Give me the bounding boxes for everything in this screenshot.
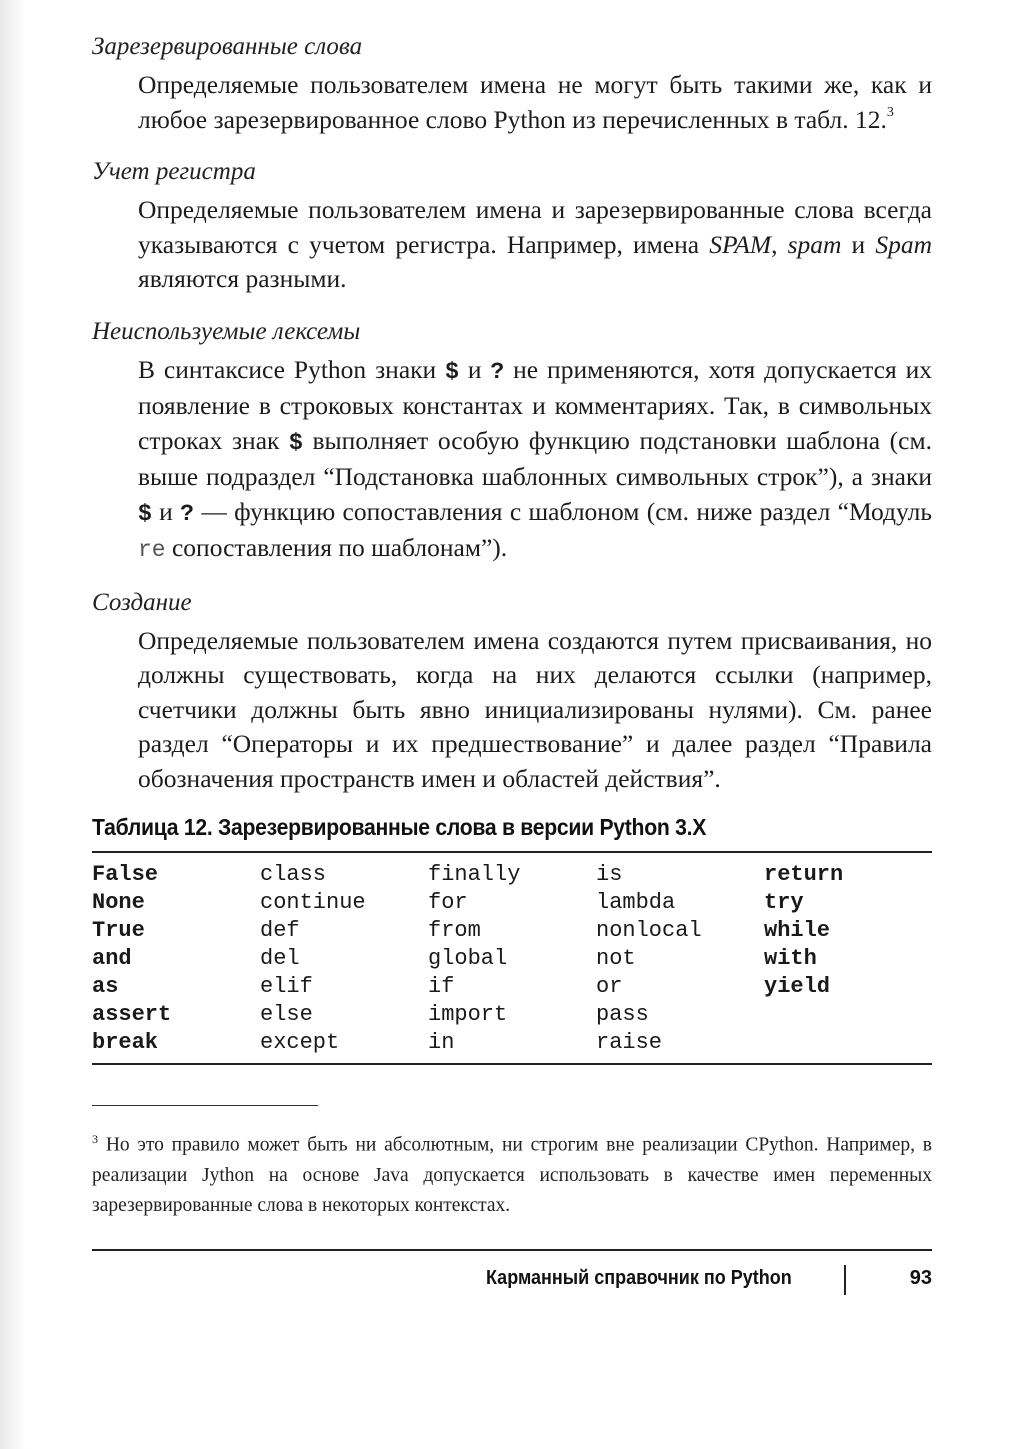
keyword-cell: None <box>92 890 145 915</box>
keyword-cell: True <box>92 918 145 943</box>
table-row <box>92 945 932 973</box>
example-name: spam <box>787 229 842 259</box>
keyword-cell: import <box>428 1002 508 1027</box>
keyword-cell: elif <box>260 974 313 999</box>
desc-reserved-words <box>138 68 932 137</box>
keyword-cell: with <box>764 946 817 971</box>
text-fragment: , <box>771 229 788 259</box>
keyword-cell: if <box>428 974 455 999</box>
text-fragment: — функцию сопоставления с шаблоном (см. ниже раздел “Модуль <box>193 496 932 526</box>
keyword-cell <box>764 1029 932 1064</box>
keyword-cell: global <box>428 946 508 971</box>
footnote-text: Но это правило может быть ни абсолютным, ни строгим вне реализации CPython. Например, в реализации Jython на основе Java допускается использовать в качестве имен переменных зарезервированные слова в некоторых контекстах. <box>92 1134 933 1216</box>
keyword-cell: pass <box>596 1002 649 1027</box>
example-name: Spam <box>875 229 933 259</box>
code-token: $ <box>445 358 459 385</box>
text-fragment: не применяются, хотя допускается их появление в строковых константах и комментариях. Так, в символьных строках знак <box>138 354 932 455</box>
keyword-cell: False <box>92 862 159 887</box>
desc-case-sensitivity <box>138 193 932 297</box>
keyword-cell: while <box>764 918 831 943</box>
keyword-cell <box>764 1001 932 1029</box>
text-fragment: и <box>151 496 181 526</box>
keyword-cell: for <box>428 890 468 915</box>
code-token: re <box>138 537 166 563</box>
keyword-cell: else <box>260 1002 313 1027</box>
example-name: SPAM <box>709 229 772 259</box>
keyword-cell: raise <box>596 1030 663 1055</box>
desc-creation: Определяемые пользователем имена создаются путем присваивания, но должны существовать, когда на них делаются ссылки (например, счетчики должны быть явно инициализированы нулями). См. ранее раздел “Операторы и их предшествование” и далее раздел “Правила обозначения пространств имен и областей действия”. <box>138 625 932 793</box>
keyword-cell: return <box>764 862 844 887</box>
table-row <box>92 889 932 917</box>
text-fragment: и <box>458 354 491 384</box>
keyword-cell: and <box>92 946 132 971</box>
footnote <box>92 1124 932 1221</box>
text-fragment: В синтаксисе Python знаки <box>138 354 446 384</box>
term-creation: Создание <box>92 588 192 616</box>
table-row <box>92 1029 932 1064</box>
keyword-cell: not <box>596 946 636 971</box>
keyword-cell: is <box>596 862 623 887</box>
table-row <box>92 1001 932 1029</box>
code-token: $ <box>138 500 152 527</box>
term-unused-tokens: Неиспользуемые лексемы <box>92 317 361 345</box>
text-fragment: являются разными. <box>138 264 347 293</box>
desc-reserved-words-text: Определяемые пользователем имена не могут быть такими же, как и любое зарезервированное слово Python из перечисленных в табл. 12. <box>138 70 932 134</box>
term-reserved-words: Зарезервированные слова <box>92 33 363 60</box>
text-fragment: сопоставления по шаблонам”). <box>165 533 508 562</box>
page-edge-shading <box>0 0 26 1449</box>
text-fragment: и <box>841 229 876 259</box>
book-page <box>92 30 932 1295</box>
footnote-mark: 3 <box>92 1132 98 1146</box>
keyword-cell: break <box>92 1030 159 1055</box>
footer-separator <box>844 1265 846 1295</box>
term-case-sensitivity: Учет регистра <box>92 158 256 185</box>
keyword-cell: assert <box>92 1002 172 1027</box>
keyword-cell: from <box>428 918 481 943</box>
keyword-cell: nonlocal <box>596 918 702 943</box>
keyword-cell: yield <box>764 974 831 999</box>
code-token: ? <box>180 500 194 527</box>
keyword-cell: as <box>92 974 119 999</box>
keyword-cell: finally <box>428 862 521 887</box>
text-fragment: Определяемые пользователем имена и зарезервированные слова всегда указываются с учетом регистра. Например, имена <box>138 195 932 259</box>
keyword-cell: def <box>260 918 300 943</box>
code-token: ? <box>490 358 505 385</box>
keyword-cell: lambda <box>596 890 676 915</box>
code-token: $ <box>289 429 303 456</box>
table-title: Таблица 12. Зарезервированные слова в версии Python 3.X <box>92 814 707 840</box>
keyword-cell: class <box>260 862 327 887</box>
keyword-cell: try <box>764 890 804 915</box>
footnote-ref[interactable]: 3 <box>886 105 894 120</box>
keyword-cell: del <box>260 946 300 971</box>
page-number: 93 <box>909 1266 932 1289</box>
footnote-divider <box>92 1105 318 1106</box>
table-row <box>92 973 932 1001</box>
keyword-cell: except <box>260 1030 340 1055</box>
keyword-cell: or <box>596 974 623 999</box>
book-title: Карманный справочник по Python <box>486 1266 792 1289</box>
reserved-words-table <box>92 851 932 1065</box>
desc-unused-tokens <box>138 353 932 568</box>
keyword-cell: continue <box>260 890 366 915</box>
page-footer <box>92 1251 932 1295</box>
table-row <box>92 917 932 945</box>
keyword-cell: in <box>428 1030 455 1055</box>
table-row <box>92 852 932 889</box>
text-fragment: выполняет особую функцию подстановки шаблона (см. выше подраздел “Подстановка шаблонных символьных строк”), а знаки <box>138 425 932 491</box>
